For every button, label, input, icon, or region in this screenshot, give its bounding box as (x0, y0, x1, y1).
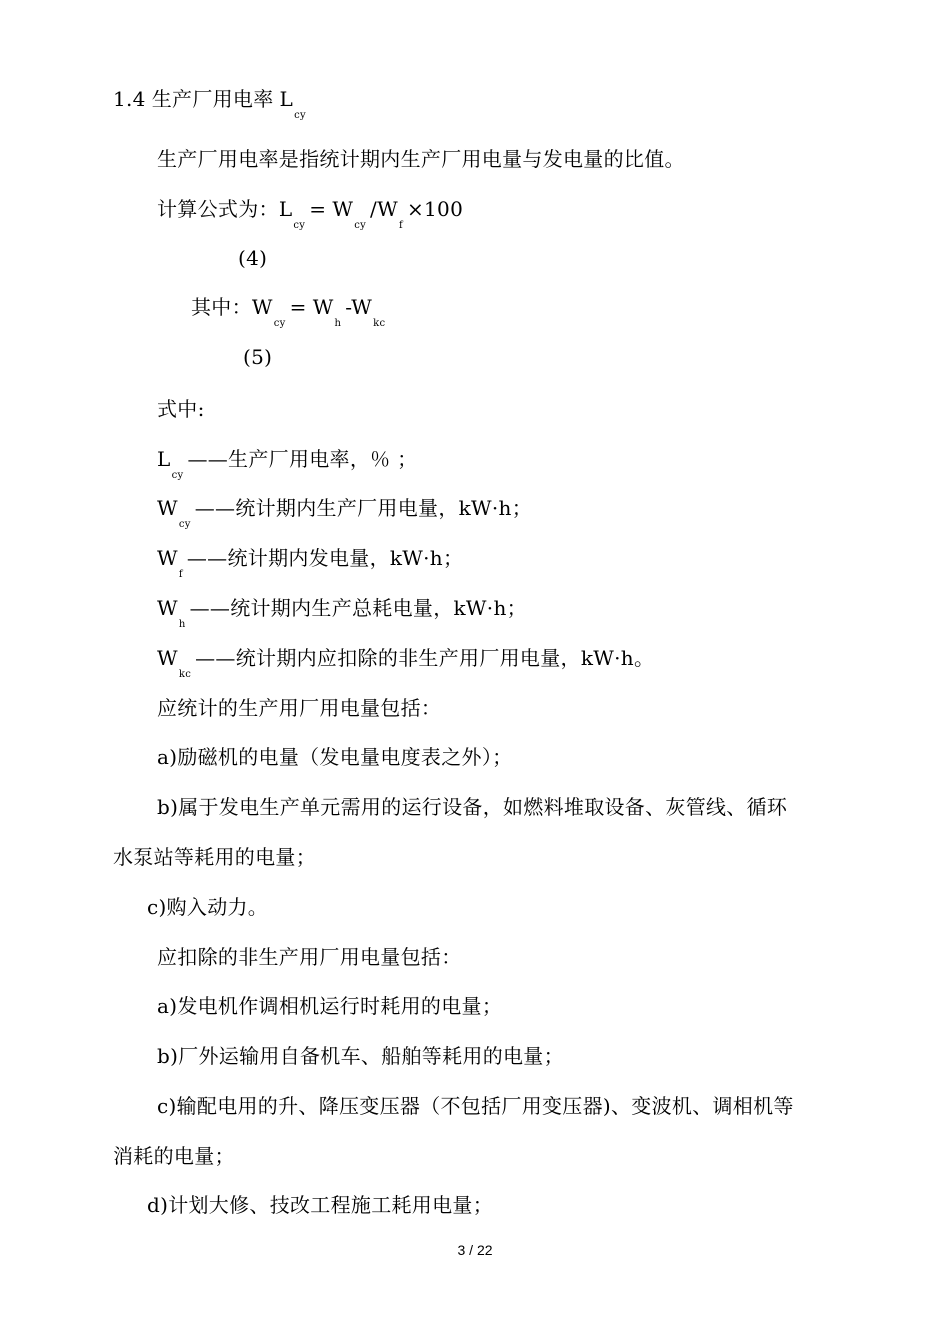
formula-prefix: 计算公式为： (157, 197, 279, 221)
formula-lhs-subscript: cy (293, 220, 306, 231)
formula-equals: = (309, 197, 327, 221)
include-item-a: a)励磁机的电量（发电量电度表之外）； (157, 745, 513, 769)
include-item-c: c)购入动力。 (147, 895, 269, 919)
variable-description: ——统计期内生产总耗电量，kW·h； (189, 596, 527, 620)
variable-description: ——统计期内发电量，kW·h； (186, 546, 464, 570)
section-number: 1.4 (113, 87, 146, 111)
variable-symbol: L (157, 447, 171, 471)
variable-symbol: W (157, 546, 178, 570)
variable-description: ——统计期内应扣除的非生产用厂用电量，kW·h。 (195, 646, 655, 670)
exclude-item-b: b)厂外运输用自备机车、船舶等耗用的电量； (157, 1044, 564, 1068)
equation-number-4: (4) (238, 246, 268, 270)
formula-term-1-subscript: cy (354, 220, 367, 231)
variable-subscript: f (178, 569, 183, 580)
exclude-item-d: d)计划大修、技改工程施工耗用电量； (147, 1193, 494, 1217)
where-label: 式中: (157, 397, 205, 421)
variable-definition (157, 545, 463, 588)
section-symbol: L (279, 87, 294, 111)
variable-description: ——生产厂用电率，％ ； (187, 447, 418, 471)
include-item-b-line-2: 水泵站等耗用的电量； (113, 845, 316, 869)
variable-definition (157, 595, 527, 638)
variable-subscript: kc (178, 669, 192, 680)
formula-term-2-subscript: f (398, 220, 403, 231)
formula-term-2: W (351, 295, 373, 319)
formula-lhs-subscript: cy (273, 318, 286, 329)
formula-operator: / (370, 197, 378, 221)
variable-subscript: cy (178, 519, 191, 530)
formula-operator: - (345, 295, 352, 319)
variable-subscript: cy (171, 470, 184, 481)
section-symbol-subscript: cy (294, 110, 306, 121)
formula-4 (157, 196, 463, 239)
formula-term-1: W (312, 295, 334, 319)
equation-number-5: (5) (243, 345, 273, 369)
variable-definition (157, 495, 532, 538)
include-intro: 应统计的生产用厂用电量包括： (157, 696, 442, 720)
formula-equals: = (289, 295, 307, 319)
formula-term-1-subscript: h (334, 318, 342, 329)
formula-lhs: L (278, 197, 293, 221)
exclude-item-c-line-1: c)输配电用的升、降压变压器（不包括厂用变压器)、变波机、调相机等 (157, 1094, 794, 1118)
variable-definition (157, 645, 654, 688)
include-item-b-line-1: b)属于发电生产单元需用的运行设备，如燃料堆取设备、灰管线、循环 (157, 795, 788, 819)
formula-term-2-subscript: kc (373, 318, 386, 329)
variable-description: ——统计期内生产厂用电量，kW·h； (194, 496, 533, 520)
formula-tail: ×100 (406, 197, 464, 221)
exclude-item-a: a)发电机作调相机运行时耗用的电量； (157, 994, 503, 1018)
definition-paragraph: 生产厂用电率是指统计期内生产厂用电量与发电量的比值。 (157, 147, 685, 171)
section-heading (113, 86, 310, 129)
formula-term-1: W (332, 197, 354, 221)
variable-symbol: W (157, 646, 178, 670)
section-title: 生产厂用电率 (151, 87, 274, 111)
formula-prefix: 其中： (191, 295, 252, 319)
variable-definition (157, 446, 417, 489)
formula-lhs: W (251, 295, 273, 319)
variable-symbol: W (157, 496, 178, 520)
variable-symbol: W (157, 596, 178, 620)
exclude-intro: 应扣除的非生产用厂用电量包括： (157, 945, 462, 969)
formula-term-2: W (377, 197, 398, 221)
exclude-item-c-line-2: 消耗的电量； (113, 1144, 235, 1168)
page-number: 3 / 22 (457, 1242, 493, 1258)
variable-subscript: h (178, 619, 186, 630)
formula-5 (191, 294, 389, 337)
